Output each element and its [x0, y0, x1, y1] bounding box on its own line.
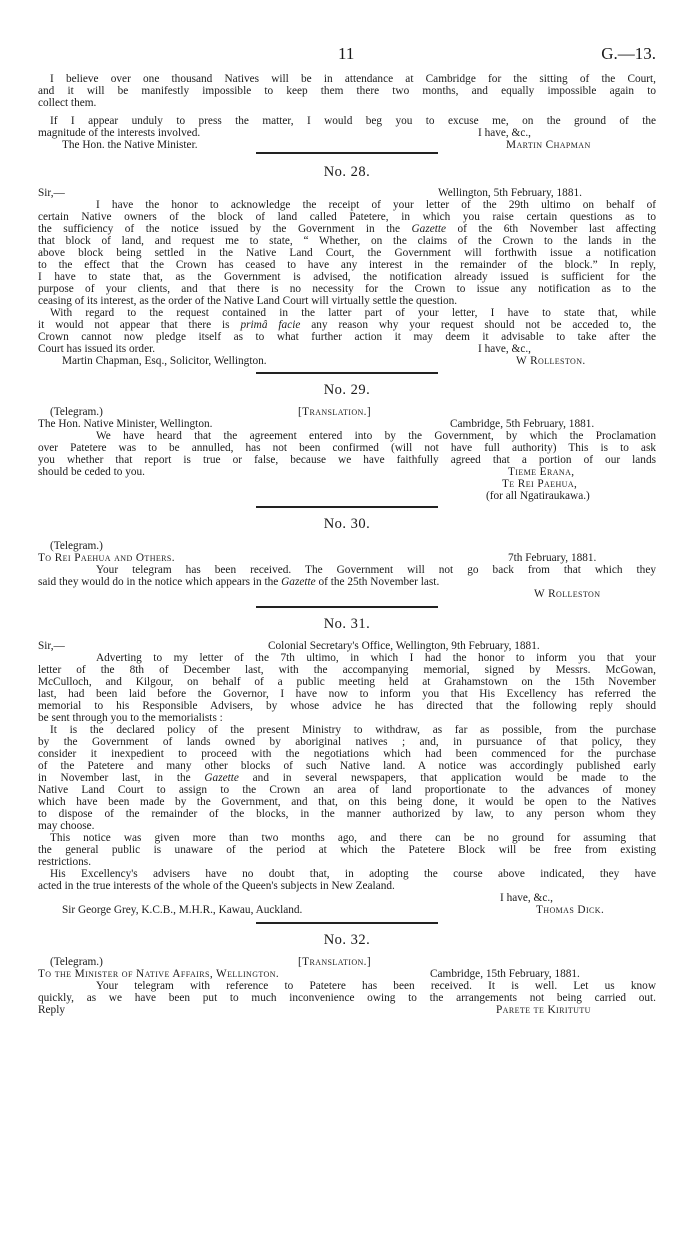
divider-rule — [256, 372, 438, 374]
text-line: by the Government of lands owned by aboriginal natives ; and, in pursuance of that policy, they — [38, 736, 656, 748]
text-line: purpose of your clients, and that there is no necessity for the Crown to issue any notification as to the — [38, 283, 656, 295]
text-line: that block of land, and request me to state, “ Whether, on the claims of the Crown to the lands in the — [38, 235, 656, 247]
letter-date: Cambridge, 5th February, 1881. — [450, 418, 595, 430]
text-line: which have been made by the Government, and that, on this being done, it would be open to the Natives — [38, 796, 656, 808]
text-line: I have the honor to acknowledge the receipt of your letter of the 29th ultimo on behalf of — [96, 199, 656, 211]
text-line: Adverting to my letter of the 7th ultimo, in which I had the honor to inform you that your — [96, 652, 656, 664]
text-line: the sufficiency of the notice issued by the Government in the Gazette of the 6th November last affecting — [38, 223, 656, 235]
text-line: This notice was given more than two months ago, and there can be no ground for assuming that — [50, 832, 656, 844]
page-number: 11 — [338, 44, 355, 63]
text-line: and it will be manifestly impossible to keep them there two months, and equally impossible again to — [38, 85, 656, 97]
text-line: Reply — [38, 1004, 65, 1016]
text-line: Your telegram has been received. The Government will not go back from that which they — [96, 564, 656, 576]
text-line: McCulloch, and Kilgour, on behalf of a public meeting held at Grahamstown on the 15th November — [38, 676, 656, 688]
closing: I have, &c., — [478, 343, 532, 355]
recipient: To the Minister of Native Affairs, Wellington. — [38, 968, 280, 980]
recipient: The Hon. Native Minister, Wellington. — [38, 418, 213, 430]
telegram-label: (Telegram.) — [50, 406, 103, 418]
section-heading: No. 29. — [323, 382, 371, 398]
salutation: Sir,— — [38, 187, 65, 199]
signature: Martin Chapman — [506, 139, 591, 151]
text-line: to dispose of the remainder of the blocks, in the manner authorized by law, to any person whom they — [38, 808, 656, 820]
text-line: Court has issued its order. — [38, 343, 156, 355]
text-line: acted in the true interests of the whole of the Queen's subjects in New Zealand. — [38, 880, 395, 892]
divider-rule — [256, 506, 438, 508]
signature: W Rolleston. — [516, 355, 586, 367]
divider-rule — [256, 152, 438, 154]
text-line: quickly, as we have been put to much inconvenience owing to the arrangements not being carried out. — [38, 992, 656, 1004]
text-line: should be ceded to you. — [38, 466, 145, 478]
text-line: to the effect that the Crown has ceased to have any interest in the remainder of the block.” In reply, — [38, 259, 656, 271]
text-line: certain Native owners of the block of land called Patetere, in which you raise certain questions as to — [38, 211, 656, 223]
translation-label: [Translation.] — [298, 406, 372, 418]
text-line: of the Patetere and many other blocks of such Native land. A notice was accordingly published early — [38, 760, 656, 772]
text-line: It is the declared policy of the present Ministry to withdraw, as far as possible, from the purchase — [50, 724, 656, 736]
text-line: it would not appear that there is primâ facie any reason why your request should not be acceded to, the — [38, 319, 656, 331]
text-line: ceasing of its interest, as the order of the Native Land Court will virtually settle the question. — [38, 295, 458, 307]
text-line: collect them. — [38, 97, 97, 109]
text-line: over Patetere was to be annulled, has not been confirmed (will not have full authority) This is to ask — [38, 442, 656, 454]
text-line: Crown cannot now pledge itself as to what further action it may deem it advisable to take after the — [38, 331, 656, 343]
text-line: consider it inexpedient to proceed with the negotiations which had been commenced for the purchase — [38, 748, 656, 760]
text-line: Your telegram with reference to Patetere has been received. It is well. Let us know — [96, 980, 656, 992]
page-header — [38, 44, 656, 64]
text-line: memorial to his Responsible Advisers, by whose advice he has directed that the following reply should — [38, 700, 656, 712]
letter-date: 7th February, 1881. — [508, 552, 597, 564]
text-line: If I appear unduly to press the matter, I would beg you to excuse me, on the ground of the — [50, 115, 656, 127]
signature: Thomas Dick. — [536, 904, 605, 916]
text-line: letter of the 8th of December last, with the accompanying memorial, signed by Messrs. McGowan, — [38, 664, 656, 676]
text-line: in November last, in the Gazette and in several newspapers, that application would be made to the — [38, 772, 656, 784]
section-heading: No. 31. — [323, 616, 371, 632]
text-line: magnitude of the interests involved. — [38, 127, 201, 139]
closing: I have, &c., — [478, 127, 532, 139]
text-line: you whether that report is true or false, because we have faithfully agreed that a portion of our lands — [38, 454, 656, 466]
signature-note: (for all Ngatiraukawa.) — [486, 490, 590, 502]
text-line: above block being settled in the Native Land Court, the Government will forthwith issue a notification — [38, 247, 656, 259]
document-code: G.—13. — [601, 44, 656, 63]
recipient: To Rei Paehua and Others. — [38, 552, 175, 564]
translation-label: [Translation.] — [298, 956, 372, 968]
signature: Parete te Kiritutu — [496, 1004, 591, 1016]
text-line: be sent through you to the memorialists : — [38, 712, 223, 724]
text-line: We have heard that the agreement entered into by the Government, by which the Proclamation — [96, 430, 656, 442]
section-heading: No. 30. — [323, 516, 371, 532]
text-line: may choose. — [38, 820, 95, 832]
text-line: With regard to the request contained in the latter part of your letter, I have to state that, while — [50, 307, 656, 319]
text-line: last, had been laid before the Governor, I have now to inform you that His Excellency has referred the — [38, 688, 656, 700]
telegram-label: (Telegram.) — [50, 956, 103, 968]
section-heading: No. 32. — [323, 932, 371, 948]
text-line: His Excellency's advisers have no doubt that, in adopting the course above indicated, they have — [50, 868, 656, 880]
addressee: Martin Chapman, Esq., Solicitor, Wellington. — [62, 355, 267, 367]
section-heading: No. 28. — [323, 164, 371, 180]
text-line: I believe over one thousand Natives will be in attendance at Cambridge for the sitting of the Court, — [50, 73, 656, 85]
signature: Te Rei Paehua, — [502, 478, 578, 490]
letter-date: Colonial Secretary's Office, Wellington, 9th February, 1881. — [268, 640, 540, 652]
text-line: said they would do in the notice which appears in the Gazette of the 25th November last. — [38, 576, 440, 588]
salutation: Sir,— — [38, 640, 65, 652]
divider-rule — [256, 922, 438, 924]
divider-rule — [256, 606, 438, 608]
letter-date: Cambridge, 15th February, 1881. — [430, 968, 580, 980]
signature: W Rolleston — [534, 588, 601, 600]
text-line: Native Land Court to assign to the Crown an area of land proportionate to the advances of money — [38, 784, 656, 796]
telegram-label: (Telegram.) — [50, 540, 103, 552]
letter-date: Wellington, 5th February, 1881. — [438, 187, 582, 199]
addressee: The Hon. the Native Minister. — [62, 139, 198, 151]
text-line: I have to state that, as the Government is advised, the notification already issued is sufficient for the — [38, 271, 656, 283]
addressee: Sir George Grey, K.C.B., M.H.R., Kawau, Auckland. — [62, 904, 303, 916]
text-line: the general public is unaware of the period at which the Patetere Block will be free from existing — [38, 844, 656, 856]
signature: Tieme Erana, — [508, 466, 575, 478]
text-line: restrictions. — [38, 856, 92, 868]
closing: I have, &c., — [500, 892, 554, 904]
